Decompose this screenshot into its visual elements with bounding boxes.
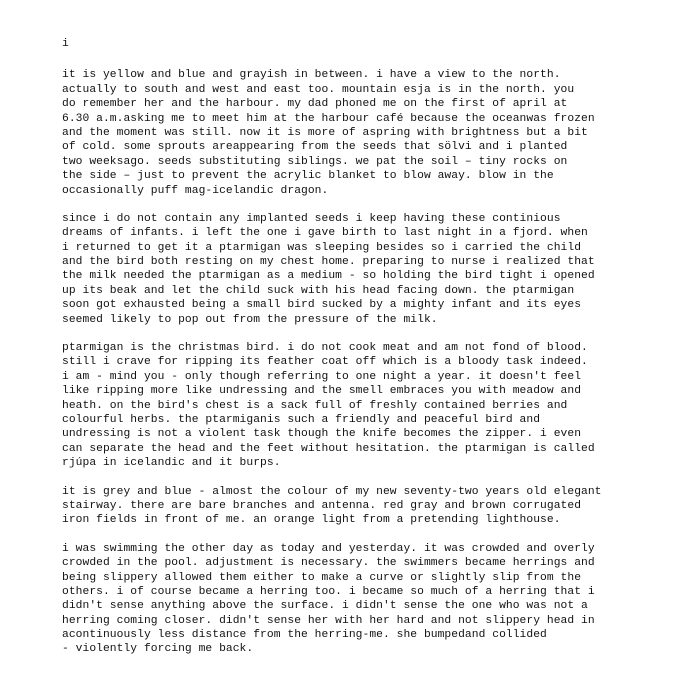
text-line: being slippery allowed them either to make a curve or slightly slip from the: [62, 571, 582, 584]
text-line: do remember her and the harbour. my dad phoned me on the first of april at: [62, 98, 568, 111]
text-line: soon got exhausted being a small bird sucked by a mighty infant and its eyes: [62, 299, 582, 312]
paragraph: [62, 212, 682, 327]
text-line: i was swimming the other day as today and yesterday. it was crowded and overly: [62, 542, 595, 555]
text-line: and the bird both resting on my chest home. preparing to nurse i realized that: [62, 256, 595, 269]
document-heading: i: [62, 38, 69, 50]
paragraph: [62, 542, 682, 657]
text-line: ptarmigan is the christmas bird. i do not cook meat and am not fond of blood.: [62, 342, 588, 355]
text-line: it is grey and blue - almost the colour of my new seventy-two years old elegant: [62, 485, 602, 498]
text-line: i am - mind you - only though referring to one night a year. it doesn't feel: [62, 370, 582, 383]
text-line: two weeksago. seeds substituting siblings. we pat the soil – tiny rocks on: [62, 155, 568, 168]
text-line: heath. on the bird's chest is a sack full of freshly contained berries and: [62, 399, 568, 412]
text-line: of cold. some sprouts areappearing from the seeds that sölvi and i planted: [62, 141, 568, 154]
document-body: [62, 68, 682, 656]
text-line: seemed likely to pop out from the pressure of the milk.: [62, 313, 438, 326]
text-line: 6.30 a.m.asking me to meet him at the harbour café because the oceanwas frozen: [62, 112, 595, 125]
text-line: didn't sense anything above the surface. i didn't sense the one who was not a: [62, 600, 588, 613]
text-line: colourful herbs. the ptarmiganis such a friendly and peaceful bird and: [62, 413, 541, 426]
text-line: still i crave for ripping its feather coat off which is a bloody task indeed.: [62, 356, 588, 369]
paragraph: [62, 68, 682, 198]
text-line: like ripping more like undressing and the smell embraces you with meadow and: [62, 385, 582, 398]
text-line: iron fields in front of me. an orange light from a pretending lighthouse.: [62, 514, 561, 527]
text-line: herring coming closer. didn't sense her with her hard and not slippery head in: [62, 614, 595, 627]
text-line: others. i of course became a herring too. i became so much of a herring that i: [62, 585, 595, 598]
text-line: can separate the head and the feet without hesitation. the ptarmigan is called: [62, 442, 595, 455]
text-line: and the moment was still. now it is more of aspring with brightness but a bit: [62, 126, 588, 139]
text-line: occasionally puff mag-icelandic dragon.: [62, 184, 329, 197]
text-line: the milk needed the ptarmigan as a medium - so holding the bird tight i opened: [62, 270, 595, 283]
document-page: [62, 37, 682, 671]
paragraph: [62, 485, 682, 528]
text-line: actually to south and west and east too. mountain esja is in the north. you: [62, 83, 575, 96]
text-line: rjúpa in icelandic and it burps.: [62, 457, 281, 470]
paragraph: [62, 341, 682, 471]
text-line: up its beak and let the child suck with his head facing down. the ptarmigan: [62, 284, 575, 297]
text-line: it is yellow and blue and grayish in between. i have a view to the north.: [62, 69, 561, 82]
text-line: undressing is not a violent task though the knife becomes the zipper. i even: [62, 428, 582, 441]
text-line: stairway. there are bare branches and antenna. red gray and brown corrugated: [62, 499, 582, 512]
text-line: i returned to get it a ptarmigan was sleeping besides so i carried the child: [62, 241, 582, 254]
text-line: - violently forcing me back.: [62, 643, 254, 656]
text-line: since i do not contain any implanted seeds i keep having these continious: [62, 212, 561, 225]
text-line: the side – just to prevent the acrylic blanket to blow away. blow in the: [62, 170, 554, 183]
text-line: crowded in the pool. adjustment is necessary. the swimmers became herrings and: [62, 557, 595, 570]
text-line: acontinuously less distance from the herring-me. she bumpedand collided: [62, 629, 547, 642]
text-line: dreams of infants. i left the one i gave birth to last night in a fjord. when: [62, 227, 588, 240]
